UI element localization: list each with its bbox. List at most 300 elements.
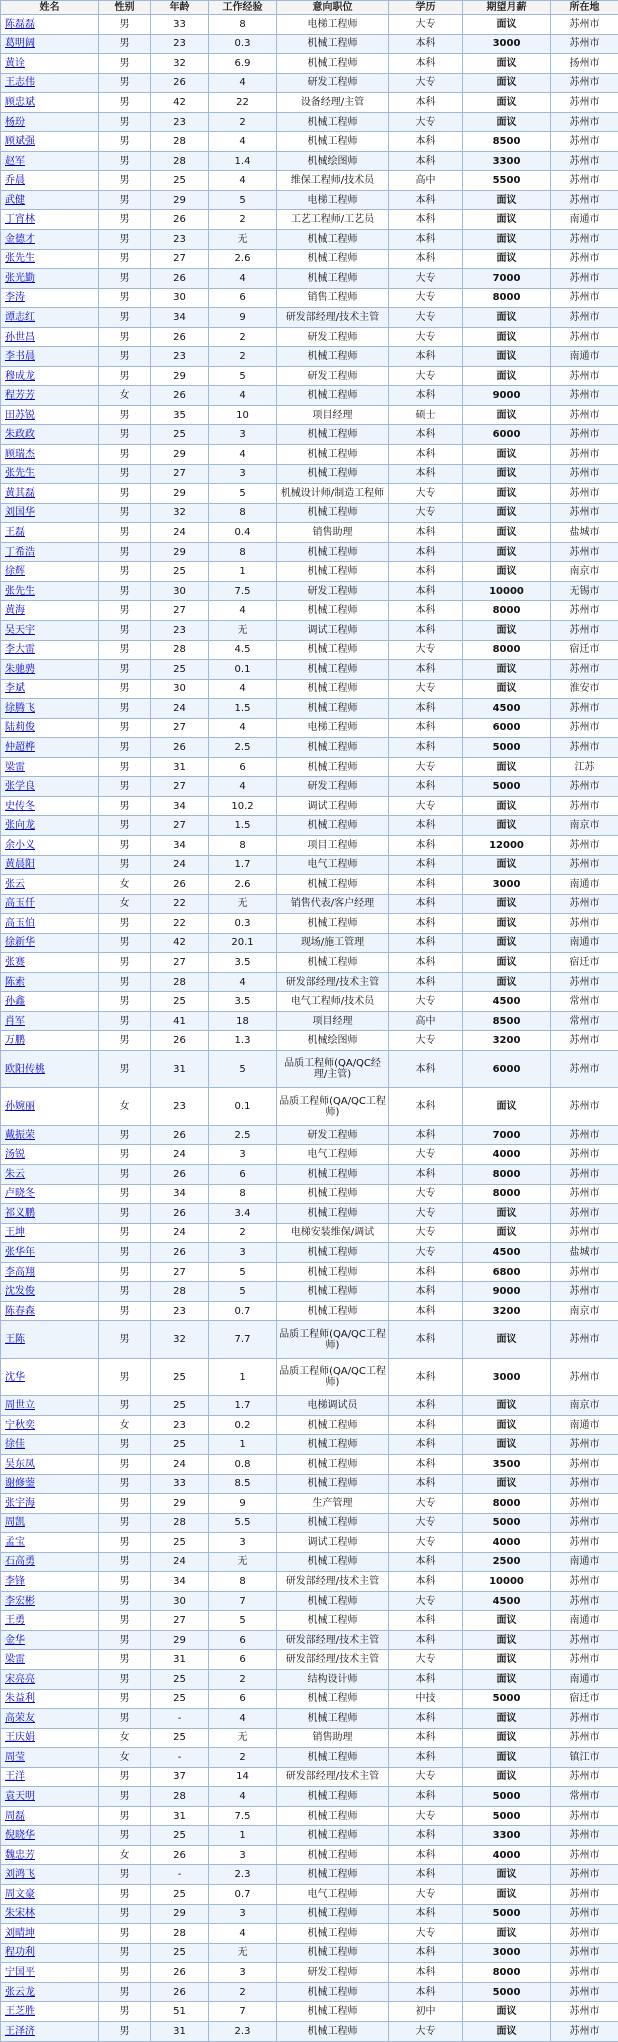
cell-name[interactable]: [1, 1630, 99, 1650]
cell-city: 南通市: [551, 210, 618, 230]
table-row: [1, 151, 618, 171]
cell-name[interactable]: [1, 855, 99, 875]
cell-gender: 男: [99, 581, 151, 601]
cell-name[interactable]: [1, 1223, 99, 1243]
candidate-name-link[interactable]: 张光勤: [5, 272, 35, 284]
cell-education: 大专: [389, 503, 463, 523]
candidate-name-link[interactable]: 黄晨阳: [5, 859, 35, 871]
candidate-name-link[interactable]: 刘晴坤: [5, 1927, 35, 1939]
candidate-name-link[interactable]: 徐腾飞: [5, 702, 35, 714]
cell-position: 机械工程师: [277, 1301, 389, 1321]
cell-name[interactable]: [1, 445, 99, 465]
candidate-name-link[interactable]: 梁雷: [5, 761, 25, 773]
table-row: [1, 210, 618, 230]
cell-name[interactable]: [1, 1262, 99, 1282]
candidate-name-link[interactable]: 汤锐: [5, 1149, 25, 1161]
candidate-name-link[interactable]: 张先生: [5, 253, 35, 265]
candidate-name-link[interactable]: 陈春森: [5, 1305, 35, 1317]
cell-name[interactable]: [1, 1415, 99, 1435]
cell-age: 24: [151, 523, 209, 543]
cell-name[interactable]: [1, 660, 99, 680]
candidate-name-link[interactable]: 黄海: [5, 605, 25, 617]
cell-city: 扬州市: [551, 54, 618, 74]
cell-name[interactable]: [1, 914, 99, 934]
table-row: [1, 1474, 618, 1494]
cell-name[interactable]: [1, 1826, 99, 1846]
cell-education: 本科: [389, 464, 463, 484]
cell-age: 28: [151, 972, 209, 992]
cell-name[interactable]: [1, 1669, 99, 1689]
candidate-name-link[interactable]: 史传冬: [5, 800, 35, 812]
candidate-name-link[interactable]: 乔晨: [5, 175, 25, 187]
cell-name[interactable]: [1, 562, 99, 582]
table-row: [1, 1282, 618, 1302]
candidate-name-link[interactable]: 李高翔: [5, 1266, 35, 1278]
cell-experience: 3: [209, 1845, 277, 1865]
cell-age: 25: [151, 1669, 209, 1689]
cell-name[interactable]: [1, 405, 99, 425]
candidate-name-link[interactable]: 梁雷: [5, 1654, 25, 1666]
cell-name[interactable]: [1, 1709, 99, 1729]
cell-name[interactable]: [1, 1011, 99, 1031]
cell-name[interactable]: [1, 1474, 99, 1494]
candidate-name-link[interactable]: 王勇: [5, 1615, 25, 1627]
cell-name[interactable]: [1, 425, 99, 445]
cell-name[interactable]: [1, 1865, 99, 1885]
cell-name[interactable]: [1, 93, 99, 113]
candidate-name-link[interactable]: 金德才: [5, 233, 35, 245]
candidate-name-link[interactable]: 穆成龙: [5, 370, 35, 382]
cell-salary: 面议: [463, 1611, 551, 1631]
header-salary: 期望月薪: [463, 1, 551, 15]
candidate-name-link[interactable]: 葛明阔: [5, 38, 35, 50]
cell-name[interactable]: [1, 1650, 99, 1670]
candidate-name-link[interactable]: 高玉仟: [5, 898, 35, 910]
cell-name[interactable]: [1, 464, 99, 484]
cell-name[interactable]: [1, 777, 99, 797]
table-row: [1, 1415, 618, 1435]
cell-name[interactable]: [1, 327, 99, 347]
cell-experience: 无: [209, 620, 277, 640]
cell-position: 机械工程师: [277, 875, 389, 895]
candidate-name-link[interactable]: 张学良: [5, 781, 35, 793]
cell-salary: 面议: [463, 796, 551, 816]
candidate-name-link[interactable]: 赵军: [5, 155, 25, 167]
candidate-name-link[interactable]: 顾斌强: [5, 136, 35, 148]
cell-name[interactable]: [1, 269, 99, 289]
cell-name[interactable]: [1, 1396, 99, 1416]
cell-name[interactable]: [1, 718, 99, 738]
candidate-name-link[interactable]: 张云龙: [5, 1986, 35, 1998]
cell-name[interactable]: [1, 2021, 99, 2041]
cell-experience: 8: [209, 835, 277, 855]
candidate-name-link[interactable]: 程功利: [5, 1947, 35, 1959]
cell-name[interactable]: [1, 15, 99, 35]
cell-name[interactable]: [1, 620, 99, 640]
cell-name[interactable]: [1, 738, 99, 758]
cell-name[interactable]: [1, 1748, 99, 1768]
candidate-name-link[interactable]: 李大雷: [5, 644, 35, 656]
candidate-name-link[interactable]: 袁天明: [5, 1791, 35, 1803]
cell-city: 常州市: [551, 1787, 618, 1807]
cell-name[interactable]: [1, 1767, 99, 1787]
cell-name[interactable]: [1, 366, 99, 386]
candidate-name-link[interactable]: 戴振荣: [5, 1129, 35, 1141]
candidate-name-link[interactable]: 顾忠斌: [5, 96, 35, 108]
candidate-name-link[interactable]: 徐新华: [5, 937, 35, 949]
cell-salary: 面议: [463, 933, 551, 953]
cell-city: 苏州市: [551, 1591, 618, 1611]
candidate-name-link[interactable]: 谭志红: [5, 311, 35, 323]
candidate-name-link[interactable]: 张赛: [5, 957, 25, 969]
candidate-name-link[interactable]: 仲超桦: [5, 742, 35, 753]
cell-name[interactable]: [1, 1943, 99, 1963]
cell-age: 25: [151, 1396, 209, 1416]
candidate-name-link[interactable]: 徐佳: [5, 1439, 25, 1451]
cell-name[interactable]: [1, 1031, 99, 1051]
candidate-name-link[interactable]: 王庆娟: [5, 1732, 35, 1744]
candidate-name-link[interactable]: 朱驰骋: [5, 663, 35, 675]
cell-name[interactable]: [1, 347, 99, 367]
candidate-name-link[interactable]: 王志伟: [5, 77, 35, 89]
cell-name[interactable]: [1, 1513, 99, 1533]
cell-education: 本科: [389, 523, 463, 543]
candidate-name-link[interactable]: 张宇海: [5, 1497, 35, 1509]
cell-name[interactable]: [1, 1924, 99, 1944]
candidate-name-link[interactable]: 朱政政: [5, 429, 35, 441]
candidate-name-link[interactable]: 余小义: [5, 839, 35, 851]
candidate-name-link[interactable]: 李宏彬: [5, 1595, 35, 1607]
candidate-name-link[interactable]: 孙鑫: [5, 996, 25, 1008]
cell-salary: 7000: [463, 269, 551, 289]
cell-city: 南通市: [551, 347, 618, 367]
cell-name[interactable]: [1, 1611, 99, 1631]
candidate-name-link[interactable]: 朱益利: [5, 1693, 35, 1705]
cell-salary: 面议: [463, 894, 551, 914]
candidate-name-link[interactable]: 谢修蓥: [5, 1478, 35, 1490]
cell-education: 本科: [389, 1904, 463, 1924]
cell-experience: 4: [209, 777, 277, 797]
candidate-name-link[interactable]: 李涛: [5, 292, 25, 304]
candidate-name-link[interactable]: 周凯: [5, 1517, 25, 1529]
cell-name[interactable]: [1, 1243, 99, 1263]
candidate-name-link[interactable]: 周磊: [5, 1810, 25, 1822]
cell-name[interactable]: [1, 1572, 99, 1592]
candidate-name-link[interactable]: 周文豪: [5, 1888, 35, 1900]
cell-gender: 男: [99, 1787, 151, 1807]
candidate-name-link[interactable]: 高荣友: [5, 1712, 35, 1724]
candidate-name-link[interactable]: 欧阳传桃: [5, 1063, 45, 1075]
cell-name[interactable]: [1, 1184, 99, 1204]
cell-name[interactable]: [1, 1982, 99, 2002]
cell-name[interactable]: [1, 1301, 99, 1321]
cell-city: 苏州市: [551, 1904, 618, 1924]
cell-age: 25: [151, 1435, 209, 1455]
candidate-name-link[interactable]: 宁秋奕: [5, 1419, 35, 1431]
candidate-name-link[interactable]: 张华年: [5, 1246, 35, 1258]
cell-name[interactable]: [1, 953, 99, 973]
cell-experience: 4: [209, 679, 277, 699]
cell-education: 本科: [389, 777, 463, 797]
candidate-name-link[interactable]: 朱云: [5, 1168, 25, 1180]
cell-experience: 3: [209, 1533, 277, 1553]
cell-position: 机械工程师: [277, 953, 389, 973]
cell-name[interactable]: [1, 151, 99, 171]
cell-name[interactable]: [1, 34, 99, 54]
cell-salary: 8500: [463, 132, 551, 152]
cell-name[interactable]: [1, 1125, 99, 1145]
candidate-name-link[interactable]: 李锋: [5, 1576, 25, 1588]
table-row: [1, 1145, 618, 1165]
cell-name[interactable]: [1, 1963, 99, 1983]
cell-name[interactable]: [1, 230, 99, 250]
candidate-name-link[interactable]: 陆莉俊: [5, 722, 35, 734]
cell-age: 28: [151, 1513, 209, 1533]
cell-experience: 6: [209, 288, 277, 308]
candidate-name-link[interactable]: 丁宵林: [5, 214, 35, 226]
candidate-name-link[interactable]: 徐辉: [5, 566, 25, 578]
cell-name[interactable]: [1, 1454, 99, 1474]
cell-gender: 男: [99, 1885, 151, 1905]
cell-name[interactable]: [1, 1165, 99, 1185]
cell-gender: 男: [99, 933, 151, 953]
candidate-name-link[interactable]: 程芳芳: [5, 390, 35, 402]
cell-experience: 6: [209, 1689, 277, 1709]
cell-education: 大专: [389, 1184, 463, 1204]
candidate-name-link[interactable]: 陈磊磊: [5, 18, 35, 30]
cell-name[interactable]: [1, 1845, 99, 1865]
candidate-name-link[interactable]: 李斌: [5, 683, 25, 695]
cell-name[interactable]: [1, 875, 99, 895]
candidate-name-link[interactable]: 刘鸿飞: [5, 1869, 35, 1881]
cell-education: 大专: [389, 1145, 463, 1165]
candidate-name-link[interactable]: 周莹: [5, 1751, 25, 1763]
candidate-name-link[interactable]: 吴东凤: [5, 1458, 35, 1470]
candidate-name-link[interactable]: 魏忠芳: [5, 1849, 35, 1861]
cell-age: 31: [151, 1050, 209, 1087]
candidate-name-link[interactable]: 朱宋林: [5, 1908, 35, 1920]
cell-age: 29: [151, 366, 209, 386]
candidate-name-link[interactable]: 张先生: [5, 585, 35, 597]
candidate-name-link[interactable]: 张向龙: [5, 820, 35, 832]
cell-salary: 面议: [463, 1728, 551, 1748]
candidate-name-link[interactable]: 卢晓冬: [5, 1188, 35, 1200]
candidate-name-link[interactable]: 宁国平: [5, 1966, 35, 1978]
cell-name[interactable]: [1, 640, 99, 660]
candidate-name-link[interactable]: 黄诠: [5, 57, 25, 69]
cell-position: 调试工程师: [277, 620, 389, 640]
cell-position: 机械工程师: [277, 562, 389, 582]
cell-name[interactable]: [1, 171, 99, 191]
cell-city: 南通市: [551, 1669, 618, 1689]
cell-experience: 0.8: [209, 1454, 277, 1474]
cell-position: 机械工程师: [277, 1262, 389, 1282]
candidate-name-link[interactable]: 李书晨: [5, 351, 35, 363]
cell-name[interactable]: [1, 210, 99, 230]
candidate-name-link[interactable]: 孙世昌: [5, 331, 35, 343]
cell-gender: 男: [99, 1689, 151, 1709]
candidate-name-link[interactable]: 宋亮亮: [5, 1673, 35, 1685]
cell-name[interactable]: [1, 1282, 99, 1302]
candidate-name-link[interactable]: 王坤: [5, 1227, 25, 1239]
cell-city: 苏州市: [551, 777, 618, 797]
cell-name[interactable]: [1, 190, 99, 210]
cell-salary: 5000: [463, 1787, 551, 1807]
candidate-name-link[interactable]: 周世立: [5, 1400, 35, 1412]
cell-name[interactable]: [1, 523, 99, 543]
cell-salary: 面议: [463, 757, 551, 777]
cell-name[interactable]: [1, 1494, 99, 1514]
candidate-name-link[interactable]: 吴天宇: [5, 624, 35, 636]
cell-name[interactable]: [1, 1885, 99, 1905]
cell-name[interactable]: [1, 1591, 99, 1611]
cell-education: 本科: [389, 54, 463, 74]
candidate-name-link[interactable]: 黄其磊: [5, 487, 35, 499]
cell-education: 本科: [389, 1982, 463, 2002]
cell-name[interactable]: [1, 1689, 99, 1709]
candidate-name-link[interactable]: 祁义鹏: [5, 1207, 35, 1219]
cell-name[interactable]: [1, 1533, 99, 1553]
cell-name[interactable]: [1, 816, 99, 836]
cell-name[interactable]: [1, 894, 99, 914]
candidate-name-link[interactable]: 孟宝: [5, 1536, 25, 1548]
cell-name[interactable]: [1, 2002, 99, 2022]
cell-city: 苏州市: [551, 464, 618, 484]
cell-name[interactable]: [1, 601, 99, 621]
candidate-name-link[interactable]: 金华: [5, 1634, 25, 1646]
cell-position: 销售代表/客户经理: [277, 894, 389, 914]
cell-name[interactable]: [1, 288, 99, 308]
candidate-name-link[interactable]: 陈索: [5, 976, 25, 988]
cell-name[interactable]: [1, 54, 99, 74]
table-row: [1, 1533, 618, 1553]
cell-gender: 男: [99, 992, 151, 1012]
candidate-name-link[interactable]: 肖军: [5, 1015, 25, 1027]
cell-name[interactable]: [1, 484, 99, 504]
cell-education: 高中: [389, 171, 463, 191]
cell-education: 本科: [389, 1088, 463, 1125]
cell-gender: 男: [99, 308, 151, 328]
cell-name[interactable]: [1, 1728, 99, 1748]
cell-experience: 4: [209, 972, 277, 992]
cell-education: 本科: [389, 972, 463, 992]
cell-age: 26: [151, 210, 209, 230]
candidate-name-link[interactable]: 沈华: [5, 1371, 25, 1383]
cell-city: 苏州市: [551, 894, 618, 914]
cell-gender: 男: [99, 1031, 151, 1051]
cell-education: 本科: [389, 1728, 463, 1748]
candidate-name-link[interactable]: 倪晓华: [5, 1830, 35, 1842]
cell-name[interactable]: [1, 1204, 99, 1224]
cell-position: 机械工程师: [277, 2002, 389, 2022]
candidate-name-link[interactable]: 武健: [5, 194, 25, 206]
cell-name[interactable]: [1, 679, 99, 699]
cell-name[interactable]: [1, 542, 99, 562]
cell-position: 研发部经理/技术主管: [277, 1572, 389, 1592]
cell-name[interactable]: [1, 249, 99, 269]
candidate-name-link[interactable]: 石高勇: [5, 1556, 35, 1568]
candidate-name-link[interactable]: 王磊: [5, 526, 25, 538]
candidate-name-link[interactable]: 王泽济: [5, 2025, 35, 2037]
cell-gender: 男: [99, 1435, 151, 1455]
candidate-name-link[interactable]: 王芝胜: [5, 2006, 35, 2018]
cell-experience: 5.5: [209, 1513, 277, 1533]
cell-name[interactable]: [1, 308, 99, 328]
cell-name[interactable]: [1, 972, 99, 992]
cell-name[interactable]: [1, 503, 99, 523]
candidate-name-link[interactable]: 张云: [5, 878, 25, 890]
candidate-name-link[interactable]: 王洋: [5, 1771, 25, 1783]
cell-name[interactable]: [1, 933, 99, 953]
cell-name[interactable]: [1, 112, 99, 132]
cell-name[interactable]: [1, 757, 99, 777]
cell-education: 大专: [389, 796, 463, 816]
cell-gender: 女: [99, 386, 151, 406]
cell-education: 本科: [389, 816, 463, 836]
cell-name[interactable]: [1, 73, 99, 93]
cell-name[interactable]: [1, 992, 99, 1012]
candidate-name-link[interactable]: 顾瑞杰: [5, 448, 35, 460]
cell-name[interactable]: [1, 386, 99, 406]
cell-name[interactable]: [1, 699, 99, 719]
candidate-name-link[interactable]: 万鹏: [5, 1035, 25, 1047]
cell-salary: 面议: [463, 1223, 551, 1243]
cell-name[interactable]: [1, 1787, 99, 1807]
cell-city: 盐城市: [551, 1243, 618, 1263]
candidate-name-link[interactable]: 刘国华: [5, 507, 35, 519]
cell-position: 机械工程师: [277, 699, 389, 719]
cell-name[interactable]: [1, 1145, 99, 1165]
cell-name[interactable]: [1, 796, 99, 816]
cell-education: 大专: [389, 484, 463, 504]
candidate-name-link[interactable]: 沈发俊: [5, 1286, 35, 1298]
cell-gender: 男: [99, 484, 151, 504]
cell-name[interactable]: [1, 132, 99, 152]
cell-name[interactable]: [1, 1435, 99, 1455]
cell-education: 大专: [389, 269, 463, 289]
cell-position: 机械工程师: [277, 425, 389, 445]
cell-city: 苏州市: [551, 1321, 618, 1358]
candidate-name-link[interactable]: 田苏锐: [5, 409, 35, 421]
cell-name[interactable]: [1, 1050, 99, 1087]
cell-city: 苏州市: [551, 1806, 618, 1826]
candidate-name-link[interactable]: 王陈: [5, 1334, 25, 1346]
candidate-name-link[interactable]: 杨玢: [5, 116, 25, 128]
candidate-name-link[interactable]: 丁希浩: [5, 546, 35, 558]
candidate-name-link[interactable]: 孙婉丽: [5, 1101, 35, 1113]
cell-name[interactable]: [1, 835, 99, 855]
cell-name[interactable]: [1, 1904, 99, 1924]
table-row: [1, 1572, 618, 1592]
cell-experience: 无: [209, 1552, 277, 1572]
cell-city: 苏州市: [551, 1728, 618, 1748]
cell-experience: 0.7: [209, 1301, 277, 1321]
cell-education: 大专: [389, 1243, 463, 1263]
cell-position: 机械工程师: [277, 230, 389, 250]
cell-name[interactable]: [1, 1552, 99, 1572]
cell-name[interactable]: [1, 1088, 99, 1125]
candidate-name-link[interactable]: 高玉伯: [5, 917, 35, 929]
candidate-name-link[interactable]: 张先生: [5, 468, 35, 480]
cell-name[interactable]: [1, 1358, 99, 1395]
cell-name[interactable]: [1, 581, 99, 601]
cell-age: 51: [151, 2002, 209, 2022]
cell-name[interactable]: [1, 1321, 99, 1358]
cell-experience: 无: [209, 894, 277, 914]
cell-gender: 男: [99, 2021, 151, 2041]
cell-experience: 18: [209, 1011, 277, 1031]
cell-name[interactable]: [1, 1806, 99, 1826]
